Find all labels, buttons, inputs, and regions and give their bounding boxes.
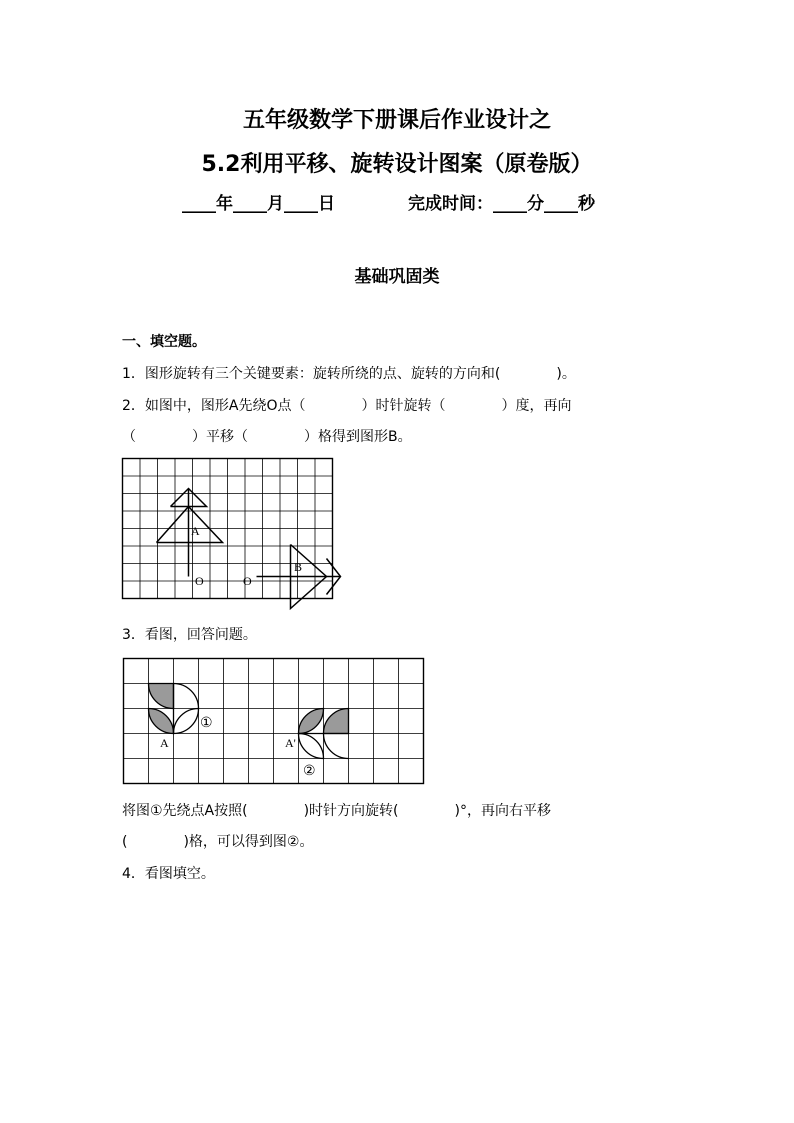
label-a: A [191, 524, 200, 538]
question-2-line-1: 2．如图中，图形A先绕O点（ ）时针旋转（ ）度，再向 [122, 398, 572, 414]
fig2-leaf-bottom [299, 734, 324, 759]
label-circle-2: ② [303, 764, 316, 779]
question-1: 1．图形旋转有三个关键要素：旋转所绕的点、旋转的方向和( )。 [122, 366, 576, 382]
label-a: A [160, 736, 169, 750]
figure-q3-grid [118, 653, 432, 787]
fig2-quarter-bottom [324, 734, 349, 759]
question-3-text-line-2: ( )格，可以得到图②。 [122, 834, 314, 850]
question-4: 4．看图填空。 [122, 866, 215, 882]
label-a-prime: A' [285, 736, 296, 750]
fig2-leaf-top [299, 709, 324, 734]
title-line-2: 5.2利用平移、旋转设计图案（原卷版） [201, 152, 593, 177]
label-b: B [294, 560, 303, 574]
label-o-2: O [243, 574, 252, 588]
question-3: 3．看图，回答问题。 [122, 627, 257, 643]
fig2-shaded-quarter [324, 709, 349, 734]
fig1-shaded-quarter [149, 684, 174, 709]
question-2-line-2: （ ）平移（ ）格得到图形B。 [122, 429, 412, 445]
label-o-1: O [195, 574, 204, 588]
figure-q2-grid [118, 454, 344, 612]
title-line-1: 五年级数学下册课后作业设计之 [242, 108, 551, 133]
fig1-quarter-right [174, 684, 199, 709]
label-circle-1: ① [200, 716, 213, 731]
question-3-text-line-1: 将图①先绕点A按照( )时针方向旋转( )°，再向右平移 [122, 803, 551, 819]
figure-a-bottom-triangle [157, 507, 223, 543]
part1-heading: 一、填空题。 [122, 334, 206, 350]
fig1-leaf-left [149, 709, 174, 734]
date-line: ____年____月____日 [182, 194, 335, 214]
fig1-leaf-right [174, 709, 199, 734]
section-title: 基础巩固类 [354, 267, 440, 287]
time-line: 完成时间：____分____秒 [408, 194, 595, 214]
